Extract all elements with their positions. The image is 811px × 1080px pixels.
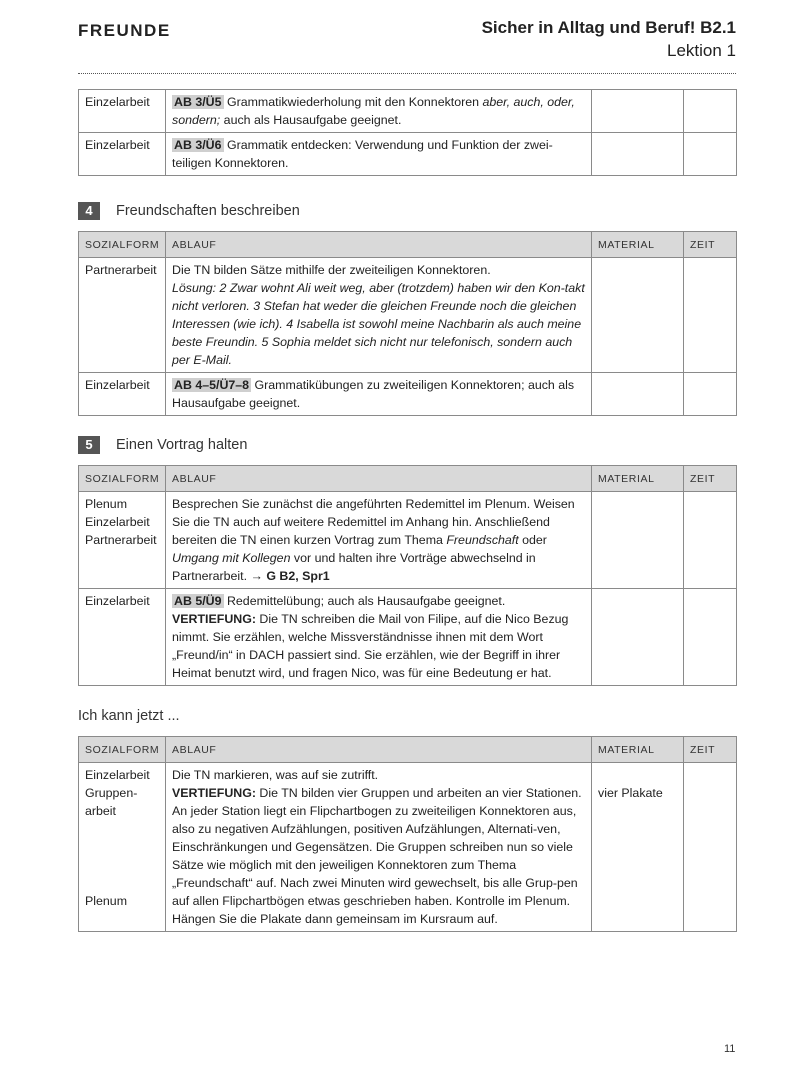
section-number: 4 [78,202,100,220]
col-header-zeit: ZEIT [684,737,737,763]
sozialform-cell: Plenum Einzelarbeit Partnerarbeit [79,492,166,589]
sozialform-cell: Einzelarbeit [79,589,166,686]
table-header-row [79,737,737,763]
table-row [79,589,737,686]
solution-text: Lösung: 2 Zwar wohnt Ali weit weg, aber (trotzdem) haben wir den Kon-takt nicht verloren. 3 Stefan hat weder die gleichen Freunde noch die gleichen Interessen (wie ich). 4 Isabella ist sowohl meine Nachbarin als auch meine beste Freundin. 5 Sophia meldet sich nicht nur telefonisch, sondern auch per E-Mail. [172,281,585,367]
col-header-material: MATERIAL [592,737,684,763]
ablauf-cell: Besprechen Sie zunächst die angeführten Redemittel im Plenum. Weisen Sie die TN auch auf weitere Redemittel im Anhang hin. Anschließend bereiten die TN einen kurzen Vortrag zum Thema Freundschaft oder Umgang mit Kollegen vor und halten ihre Vorträge abwechselnd in Partnerarbeit. → G B2, Spr1 [166,492,592,589]
col-header-material: MATERIAL [592,466,684,492]
col-header-ablauf: ABLAUF [166,232,592,258]
sozialform-cell: Einzelarbeit [79,133,166,176]
material-cell [592,90,684,133]
ablauf-cell: Die TN bilden Sätze mithilfe der zweiteiligen Konnektoren. Lösung: 2 Zwar wohnt Ali weit weg, aber (trotzdem) haben wir den Kon-takt nicht verloren. 3 Stefan hat weder die gleichen Freunde noch die gleichen Interessen (wie ich). 4 Isabella ist sowohl meine Nachbarin als auch meine beste Freundin. 5 Sophia meldet sich nicht nur telefonisch, sondern auch per E-Mail. [166,258,592,373]
workbook-ref: AB 3/Ü6 [174,138,222,152]
sozialform-cell: Partnerarbeit [79,258,166,373]
workbook-ref: AB 3/Ü5 [174,95,222,109]
table-row [79,133,737,176]
zeit-cell [684,589,737,686]
col-header-material: MATERIAL [592,232,684,258]
zeit-cell [684,373,737,416]
material-cell [592,589,684,686]
table-row [79,373,737,416]
material-cell [592,258,684,373]
ablauf-cell: Die TN markieren, was auf sie zutrifft. VERTIEFUNG: Die TN bilden vier Gruppen und arbeiten an vier Stationen. An jeder Station liegt ein Flipchartbogen zu zweiteiligen Konnektoren aus, also zu negativen Aufzählungen, positiven Aufzählungen, Alternati-ven, Einschränkungen und Gegensätzen. Die Gruppen schreiben nun so viele Sätze wie möglich mit den jeweiligen Konnektoren zum Thema „Freundschaft“ auf. Nach zwei Minuten wird gewechselt, bis alle Grup-pen auf allen Flipchartbögen etwas geschrieben haben. Kontrolle im Plenum. Hängen Sie die Plakate dann gemeinsam im Kursraum auf. [166,763,592,932]
workbook-ref: AB 4–5/Ü7–8 [174,378,250,392]
table-row [79,492,737,589]
ablauf-cell: AB 3/Ü6 Grammatik entdecken: Verwendung und Funktion der zwei-teiligen Konnektoren. [166,133,592,176]
table-header-row [79,466,737,492]
material-cell [592,373,684,416]
zeit-cell [684,133,737,176]
col-header-ablauf: ABLAUF [166,466,592,492]
vertiefung-label: VERTIEFUNG: [172,612,256,626]
ablauf-cell: AB 5/Ü9 Redemittelübung; auch als Hausaufgabe geeignet. VERTIEFUNG: Die TN schreiben die Mail von Filipe, auf die Nico Bezug nimmt. Sie erzählen, welche Missverständnisse ihnen mit dem Wort „Freund/in“ in DACH passiert sind. Sie erzählen, wie der Begriff in ihrer Heimat benutzt wird, und fragen Nico, was für eine Bedeutung er hat. [166,589,592,686]
table-row [79,90,737,133]
sozialform-cell: Einzelarbeit Gruppen-arbeit Plenum [79,763,166,932]
material-cell [592,492,684,589]
workbook-ref: AB 5/Ü9 [174,594,222,608]
col-header-ablauf: ABLAUF [166,737,592,763]
page-header [78,16,736,74]
sozialform-cell: Einzelarbeit [79,90,166,133]
ablauf-cell: AB 4–5/Ü7–8 Grammatikübungen zu zweiteiligen Konnektoren; auch als Hausaufgabe geeignet. [166,373,592,416]
col-header-zeit: ZEIT [684,466,737,492]
zeit-cell [684,492,737,589]
top-table [78,89,737,176]
table-header-row [79,232,737,258]
lesson-label: Lektion 1 [667,41,736,60]
col-header-sozialform: SOZIALFORM [79,466,166,492]
col-header-zeit: ZEIT [684,232,737,258]
ich-kann-table [78,736,737,932]
zeit-cell [684,258,737,373]
table-row [79,258,737,373]
book-info [482,18,736,61]
section5-table [78,465,737,686]
section-title: Freundschaften beschreiben [116,203,300,219]
col-header-sozialform: SOZIALFORM [79,232,166,258]
material-cell: vier Plakate [592,763,684,932]
section4-table [78,231,737,416]
section-title: Einen Vortrag halten [116,437,248,453]
book-title: Sicher in Alltag und Beruf! B2.1 [481,18,736,37]
zeit-cell [684,763,737,932]
ich-kann-heading: Ich kann jetzt ... [78,708,180,724]
section-number: 5 [78,436,100,454]
chapter-title: FREUNDE [78,21,171,40]
ablauf-cell: AB 3/Ü5 Grammatikwiederholung mit den Konnektoren aber, auch, oder, sondern; auch als Hausaufgabe geeignet. [166,90,592,133]
grammar-ref: → G B2, Spr1 [250,569,330,583]
vertiefung-label: VERTIEFUNG: [172,786,256,800]
zeit-cell [684,90,737,133]
material-cell [592,133,684,176]
section-heading-4 [78,202,300,220]
sozialform-cell: Einzelarbeit [79,373,166,416]
section-heading-5 [78,436,247,454]
page-number: 11 [724,1043,736,1055]
table-row [79,763,737,932]
col-header-sozialform: SOZIALFORM [79,737,166,763]
